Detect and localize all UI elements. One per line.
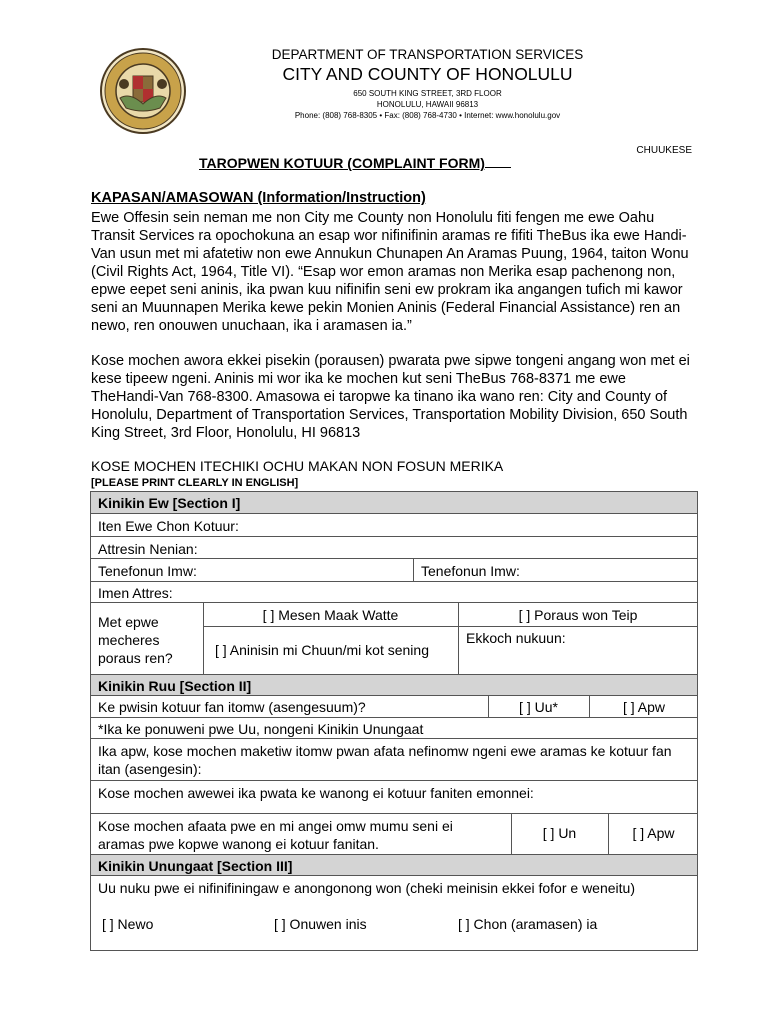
address-label: Attresin Nenian: — [98, 541, 198, 557]
name-label: Iten Ewe Chon Kotuur: — [98, 518, 239, 534]
complaint-form-table — [90, 491, 698, 951]
section-3-question: Uu nuku pwe ei nifinifiningaw e anongonong won (cheki meinisin ekkei fofor e weneitu) — [98, 880, 635, 896]
no-option[interactable]: [ ] Apw — [622, 699, 666, 715]
contact-line: Phone: (808) 768-8305 • Fax: (808) 768-4730 • Internet: www.honolulu.gov — [294, 111, 561, 120]
form-title — [199, 154, 511, 171]
format-row — [91, 603, 697, 675]
yes-note: *Ika ke ponuweni pwe Uu, nongeni Kinikin Unungaat — [98, 721, 424, 737]
if-no-instruction: Ika apw, kose mochen maketiw itomw pwan afata nefinomw ngeni ewe aramas ke kotuur fan itan (asengesin): — [98, 743, 672, 777]
section-2-heading: Kinikin Ruu [Section II] — [98, 678, 252, 694]
address-line-2: HONOLULU, HAWAII 96813 — [376, 100, 479, 109]
explain-instruction: Kose mochen awewei ika pwata ke wanong ei kotuur faniten emonnei: — [98, 785, 534, 801]
option-deaf-hoh[interactable]: [ ] Aninisin mi Chuun/mi kot sening — [215, 642, 429, 658]
section-1-header — [91, 492, 697, 514]
option-other[interactable]: Ekkoch nukuun: — [466, 630, 566, 646]
permission-yes-option[interactable]: [ ] Un — [542, 825, 577, 841]
department-name: DEPARTMENT OF TRANSPORTATION SERVICES — [271, 47, 584, 62]
option-national-origin[interactable]: [ ] Chon (aramasen) ia — [458, 916, 598, 932]
own-behalf-question: Ke pwisin kotuur fan itomw (asengesuum)? — [98, 699, 366, 715]
option-tape[interactable]: [ ] Poraus won Teip — [518, 607, 638, 623]
option-race[interactable]: [ ] Newo — [102, 916, 154, 932]
option-color[interactable]: [ ] Onuwen inis — [274, 916, 367, 932]
option-large-print[interactable]: [ ] Mesen Maak Watte — [262, 607, 399, 623]
phone-row — [91, 559, 697, 582]
address-block — [150, 88, 705, 121]
address-line-1: 650 SOUTH KING STREET, 3RD FLOOR — [353, 89, 502, 98]
format-question: Met epwe mecheres poraus ren? — [98, 614, 173, 666]
info-paragraph-1: Ewe Offesin sein neman me non City me County non Honolulu fiti fengen me ewe Oahu Transit Services ra opochokuna an esap wor nifinifinin aramas re fifiti TheBus ika ewe Handi-Van usun met mi afatetiw non ewe Annukun Chunapen An Aramas Puung, 1964, taiton Wonu (Civil Rights Act, 1964, Title VI). “Esap wor emon aramas non Merika esap pachenong non, epwe eepet seni aninis, ika pwan kuu nifinifin seni ew prokram ika angangen tufich mi kawor seni an Muunnapen Merika kewe pekin Monien Aninis (Federal Financial Assistance) ren an newo, ren onouwen unuchaan, ika i aramasen ia.” — [91, 210, 689, 334]
section-1-heading: Kinikin Ew [Section I] — [98, 495, 241, 511]
if-no-row[interactable] — [91, 739, 697, 781]
print-note: [PLEASE PRINT CLEARLY IN ENGLISH] — [91, 477, 299, 489]
section-3-header — [91, 855, 697, 876]
permission-no-option[interactable]: [ ] Apw — [632, 825, 675, 841]
form-title-text: TAROPWEN KOTUUR (COMPLAINT FORM) — [199, 155, 485, 171]
language-label: CHUUKESE — [636, 145, 692, 156]
section-2-header — [91, 675, 697, 696]
phone-home-label[interactable]: Tenefonun Imw: — [98, 563, 197, 579]
yes-option[interactable]: [ ] Uu* — [519, 699, 558, 715]
phone-work-label[interactable]: Tenefonun Imw: — [421, 563, 520, 579]
address-row[interactable] — [91, 537, 697, 559]
section-3-heading: Kinikin Unungaat [Section III] — [98, 858, 293, 874]
info-paragraph-2: Kose mochen awora ekkei pisekin (porausen) pwarata pwe sipwe tongeni angang won met ei kese tipeew ngeni. Aninis mi wor ika ke mochen kut seni TheBus 768-8371 me ewe TheHandi-Van 768-8300. Amasowa ei taropwe ka tinano ika wano ren: City and County of Honolulu, Department of Transportation Services, Transportation Mobility Division, 650 South King Street, 3rd Floor, Honolulu, HI 96813 — [91, 353, 690, 441]
email-label: Imen Attres: — [98, 585, 173, 601]
name-row[interactable] — [91, 514, 697, 537]
info-heading: KAPASAN/AMASOWAN (Information/Instruction) — [91, 190, 426, 206]
permission-row — [91, 814, 697, 855]
email-row[interactable] — [91, 582, 697, 603]
instruction-caps: KOSE MOCHEN ITECHIKI OCHU MAKAN NON FOSUN MERIKA — [91, 458, 504, 474]
explain-row[interactable] — [91, 781, 697, 814]
own-behalf-row — [91, 696, 697, 718]
permission-question: Kose mochen afaata pwe en mi angei omw mumu seni ei aramas pwe kopwe wanong ei kotuur fanitan. — [98, 818, 453, 852]
city-name: CITY AND COUNTY OF HONOLULU — [282, 64, 573, 84]
yes-note-row — [91, 718, 697, 739]
